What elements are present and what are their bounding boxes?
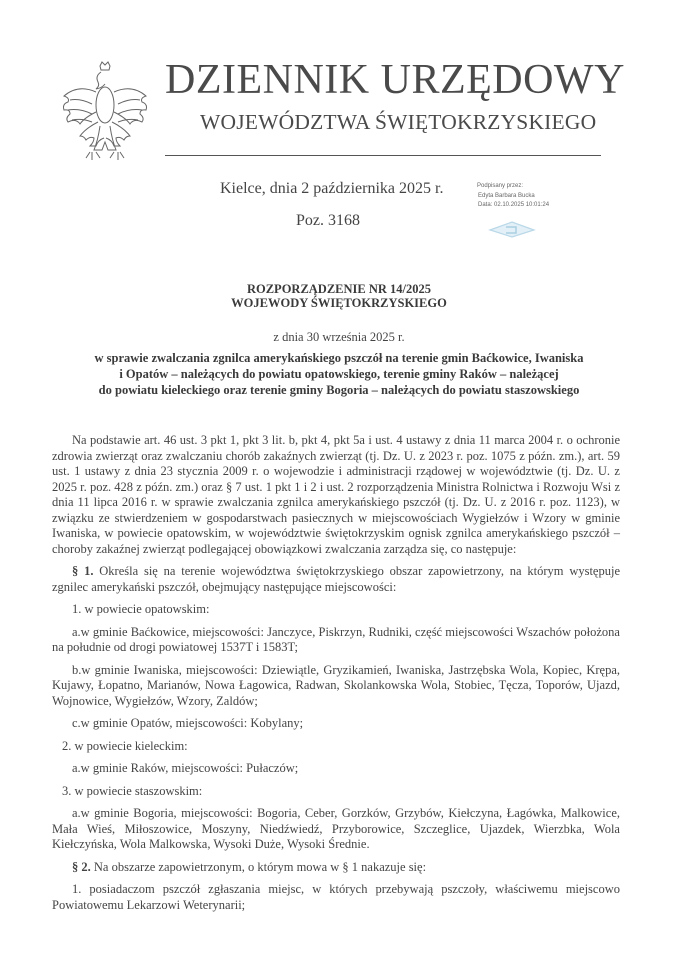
section-2 xyxy=(52,860,620,876)
list-item-1c: c.w gminie Opatów, miejscowości: Kobylany; xyxy=(72,716,304,730)
journal-title: DZIENNIK URZĘDOWY xyxy=(165,57,625,103)
regulation-date: z dnia 30 września 2025 r. xyxy=(273,330,405,344)
section-1-label: § 1. xyxy=(72,564,94,578)
signature-label: Podpisany przez: xyxy=(477,183,524,189)
list-item-1: 1. w powiecie opatowskim: xyxy=(72,602,210,616)
subject-line1: w sprawie zwalczania zgnilca amerykańskiego pszczół na terenie gmin Baćkowice, Iwaniska xyxy=(94,351,584,365)
list-item-2: 2. w powiecie kieleckim: xyxy=(62,738,188,753)
subject-line2: i Opatów – należących do powiatu opatowskiego, terenie gminy Raków – należącej xyxy=(119,367,559,381)
section-1 xyxy=(52,564,620,595)
section-2-item-1: 1. posiadaczom pszczół zgłaszania miejsc, w których przebywają pszczoły, właściwemu miejscowo Powiatowemu Lekarzowi Weterynarii; xyxy=(52,882,620,912)
regulation-title-line1: ROZPORZĄDZENIE NR 14/2025 xyxy=(246,282,432,296)
regulation-title-line2: WOJEWODY ŚWIĘTOKRZYSKIEGO xyxy=(231,296,447,310)
preamble-paragraph: Na podstawie art. 46 ust. 3 pkt 1, pkt 3 lit. b, pkt 4, pkt 5a i ust. 4 ustawy z dnia 11 marca 2004 r. o ochronie zdrowia zwierząt oraz zwalczaniu chorób zakaźnych zwierząt (tj. Dz. U. z 2023 r. poz. 1075 z późn. zm.), art. 59 ust. 1 ustawy z dnia 23 stycznia 2009 r. o wojewodzie i administracji rządowej w województwie (tj. Dz. U. z 2025 r. poz. 428 z późn. zm.) oraz § 7 ust. 1 pkt 1 i 2 i ust. 2 rozporządzenia Ministra Rolnictwa i Rozwoju Wsi z dnia 11 lipca 2016 r. w sprawie zwalczania zgnilca amerykańskiego pszczół (tj. Dz. U. z 2016 r. poz. 1123), w związku ze stwierdzeniem w gospodarstwach pasiecznych w miejscowościach Wygiełzów i Wzory w gminie Iwaniska, w powiecie opatowskim, w województwie świętokrzyskim ognisk zgnilca amerykańskiego pszczół – choroby zakaźnej zwierząt podlegającej obowiązkowi zwalczania zarządza się, co następuje: xyxy=(52,433,620,556)
section-2-label: § 2. xyxy=(72,859,91,874)
signature-date: Data: 02.10.2025 10:01:24 xyxy=(478,202,550,208)
section-2-text: Na obszarze zapowietrzonym, o którym mowa w § 1 nakazuje się: xyxy=(90,859,427,874)
list-item-3: 3. w powiecie staszowskim: xyxy=(62,783,203,798)
list-item-2a: a.w gminie Raków, miejscowości: Pułaczów; xyxy=(72,761,299,775)
subject-line3: do powiatu kieleckiego oraz terenie gminy Bogoria – należących do powiatu staszowskiego xyxy=(98,383,580,397)
regulation-body xyxy=(52,433,620,920)
publication-place-date: Kielce, dnia 2 października 2025 r. xyxy=(220,180,444,197)
list-item-3a: a.w gminie Bogoria, miejscowości: Bogoria, Ceber, Gorzków, Grzybów, Kiełczyna, Łagówka, Malkowice, Mała Wieś, Miłoszowice, Moszyny, Niedźwiedź, Przyborowice, Szczeglice, Ujazdek, Wierzbka, Wola Kiełczyńska, Wola Malkowska, Wysoki Duże, Wysoki Średnie. xyxy=(52,806,620,851)
section-1-text: Określa się na terenie województwa świętokrzyskiego obszar zapowietrzony, na którym występuje zgnilec amerykański pszczół, obejmujący następujące miejscowości: xyxy=(52,564,621,594)
signature-name: Edyta Barbara Bucka xyxy=(478,192,535,199)
regulation-subject xyxy=(0,350,678,398)
digital-signature-check-icon xyxy=(486,220,538,238)
digital-signature-block xyxy=(477,182,587,211)
journal-subtitle: WOJEWÓDZTWA ŚWIĘTOKRZYSKIEGO xyxy=(200,110,597,134)
list-item-1b: b.w gminie Iwaniska, miejscowości: Dziewiątle, Gryzikamień, Iwaniska, Jastrzębska Wola, Kopiec, Krępa, Kujawy, Łopatno, Marianów, Nowa Łagowica, Radwan, Skolankowska Wola, Stobiec, Tęcza, Toporów, Ujazd, Wojnowice, Wygiełzów, Wzory, Zaldów; xyxy=(52,662,620,708)
header-divider xyxy=(165,155,601,156)
list-item-1a: a.w gminie Baćkowice, miejscowości: Janczyce, Piskrzyn, Rudniki, część miejscowości Wszachów położona na południe od drogi powiatowej 1537T i 1583T; xyxy=(52,624,620,654)
publication-position: Poz. 3168 xyxy=(296,212,360,229)
regulation-title xyxy=(0,282,678,310)
white-eagle-emblem-icon xyxy=(60,60,150,170)
